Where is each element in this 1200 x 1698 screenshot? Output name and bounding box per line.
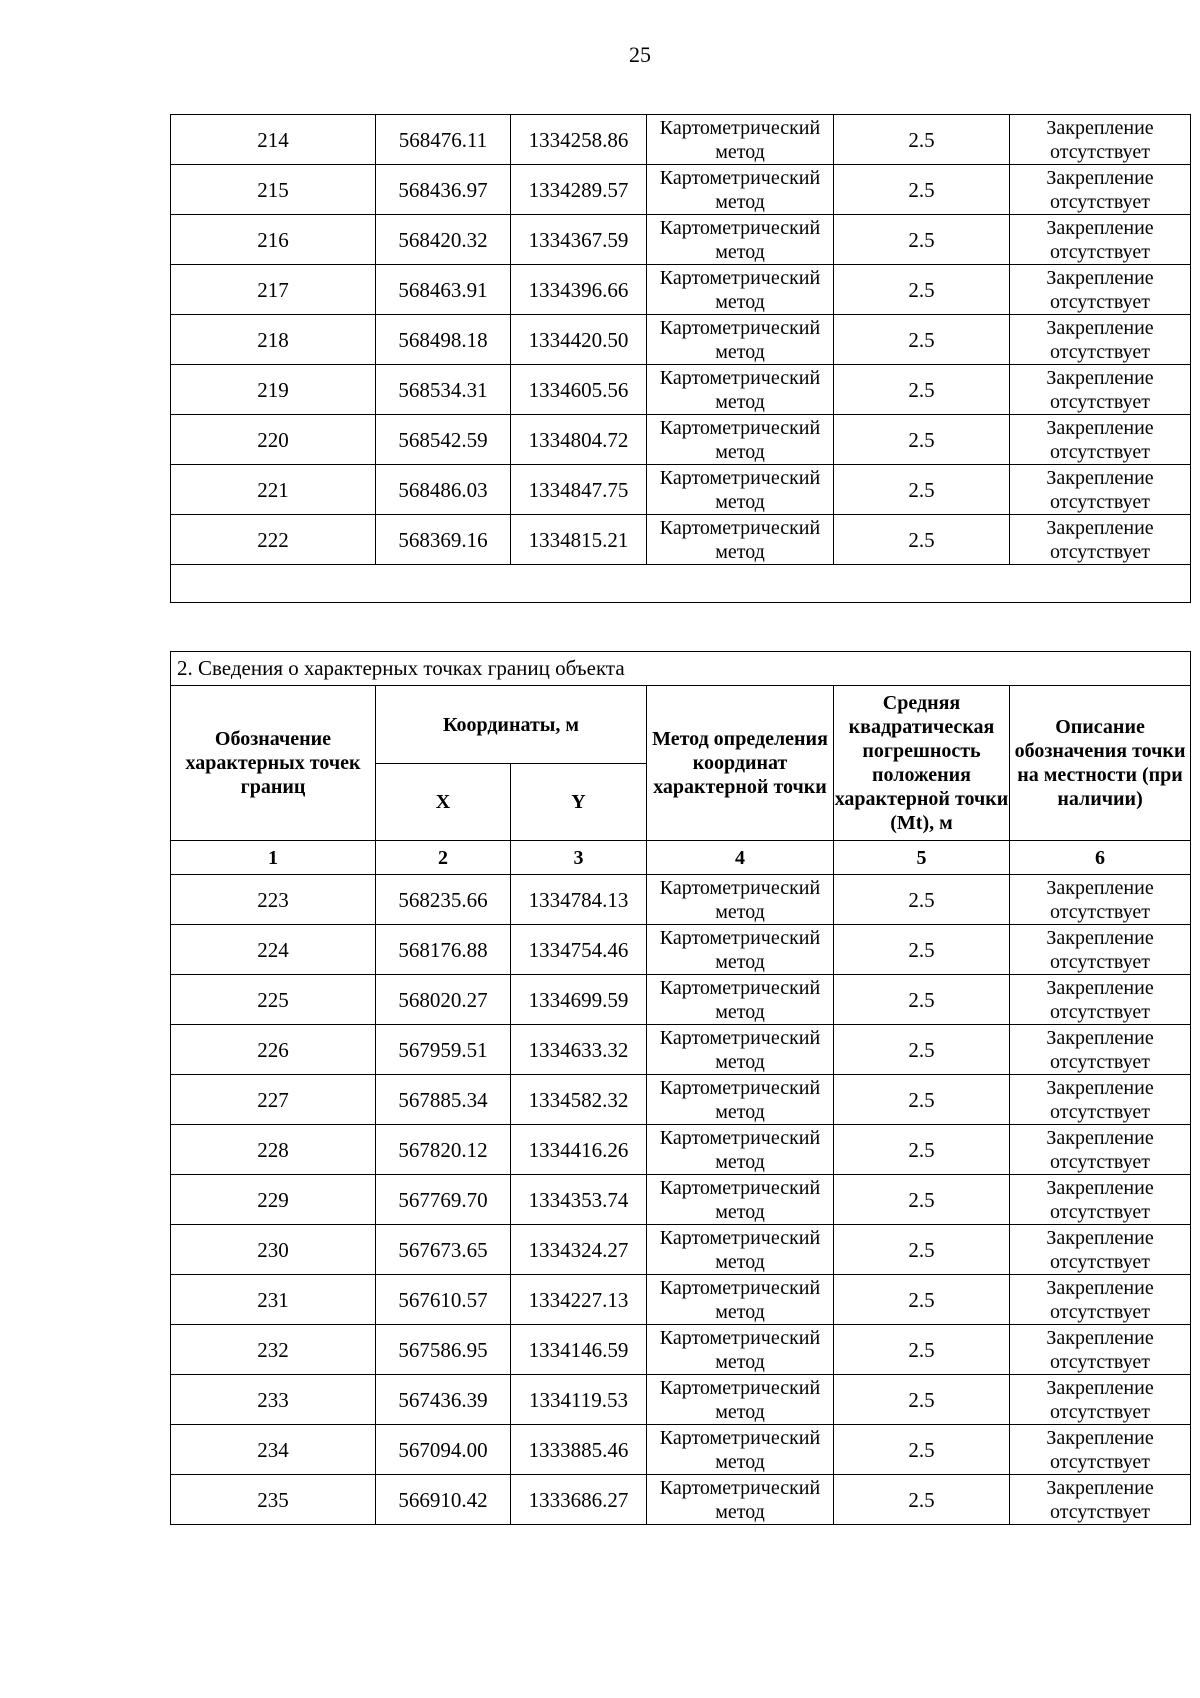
table-row [171, 1075, 1191, 1125]
header-method: Метод определения координат характерной точки [647, 686, 834, 841]
column-number: 3 [511, 841, 647, 875]
description-cell: Закрепление отсутствует [1010, 1275, 1191, 1325]
y-coordinate-cell: 1334582.32 [511, 1075, 647, 1125]
table-row [171, 515, 1191, 565]
table-caption: 2. Сведения о характерных точках границ объекта [171, 652, 1191, 686]
description-cell: Закрепление отсутствует [1010, 1375, 1191, 1425]
error-cell: 2.5 [834, 1025, 1010, 1075]
method-cell: Картометрический метод [647, 1375, 834, 1425]
x-coordinate-cell: 567094.00 [376, 1425, 511, 1475]
method-cell: Картометрический метод [647, 215, 834, 265]
description-cell: Закрепление отсутствует [1010, 265, 1191, 315]
table-row [171, 215, 1191, 265]
point-id-cell: 215 [171, 165, 376, 215]
method-cell: Картометрический метод [647, 1225, 834, 1275]
description-cell: Закрепление отсутствует [1010, 1025, 1191, 1075]
x-coordinate-cell: 568176.88 [376, 925, 511, 975]
point-id-cell: 228 [171, 1125, 376, 1175]
x-coordinate-cell: 568369.16 [376, 515, 511, 565]
method-cell: Картометрический метод [647, 265, 834, 315]
description-cell: Закрепление отсутствует [1010, 1125, 1191, 1175]
column-number: 2 [376, 841, 511, 875]
x-coordinate-cell: 568420.32 [376, 215, 511, 265]
description-cell: Закрепление отсутствует [1010, 465, 1191, 515]
x-coordinate-cell: 568498.18 [376, 315, 511, 365]
method-cell: Картометрический метод [647, 315, 834, 365]
method-cell: Картометрический метод [647, 925, 834, 975]
point-id-cell: 222 [171, 515, 376, 565]
point-id-cell: 229 [171, 1175, 376, 1225]
error-cell: 2.5 [834, 1375, 1010, 1425]
description-cell: Закрепление отсутствует [1010, 415, 1191, 465]
y-coordinate-cell: 1334258.86 [511, 115, 647, 165]
x-coordinate-cell: 567586.95 [376, 1325, 511, 1375]
error-cell: 2.5 [834, 975, 1010, 1025]
table-row [171, 875, 1191, 925]
x-coordinate-cell: 568542.59 [376, 415, 511, 465]
y-coordinate-cell: 1334289.57 [511, 165, 647, 215]
table-row [171, 1375, 1191, 1425]
header-y: Y [511, 764, 647, 841]
point-id-cell: 217 [171, 265, 376, 315]
method-cell: Картометрический метод [647, 1125, 834, 1175]
x-coordinate-cell: 567820.12 [376, 1125, 511, 1175]
method-cell: Картометрический метод [647, 165, 834, 215]
error-cell: 2.5 [834, 925, 1010, 975]
point-id-cell: 224 [171, 925, 376, 975]
table-1-body [171, 115, 1191, 565]
y-coordinate-cell: 1334804.72 [511, 415, 647, 465]
method-cell: Картометрический метод [647, 465, 834, 515]
y-coordinate-cell: 1334416.26 [511, 1125, 647, 1175]
y-coordinate-cell: 1334396.66 [511, 265, 647, 315]
y-coordinate-cell: 1334699.59 [511, 975, 647, 1025]
description-cell: Закрепление отсутствует [1010, 1175, 1191, 1225]
description-cell: Закрепление отсутствует [1010, 1075, 1191, 1125]
method-cell: Картометрический метод [647, 1275, 834, 1325]
x-coordinate-cell: 567769.70 [376, 1175, 511, 1225]
error-cell: 2.5 [834, 1475, 1010, 1525]
y-coordinate-cell: 1334119.53 [511, 1375, 647, 1425]
x-coordinate-cell: 568235.66 [376, 875, 511, 925]
table-row [171, 1425, 1191, 1475]
point-id-cell: 216 [171, 215, 376, 265]
point-id-cell: 219 [171, 365, 376, 415]
description-cell: Закрепление отсутствует [1010, 975, 1191, 1025]
description-cell: Закрепление отсутствует [1010, 515, 1191, 565]
table-row [171, 925, 1191, 975]
header-designation: Обозначение характерных точек границ [171, 686, 376, 841]
y-coordinate-cell: 1334847.75 [511, 465, 647, 515]
error-cell: 2.5 [834, 1425, 1010, 1475]
table-row [171, 415, 1191, 465]
error-cell: 2.5 [834, 1125, 1010, 1175]
column-number: 4 [647, 841, 834, 875]
y-coordinate-cell: 1334146.59 [511, 1325, 647, 1375]
error-cell: 2.5 [834, 1075, 1010, 1125]
point-id-cell: 227 [171, 1075, 376, 1125]
x-coordinate-cell: 567885.34 [376, 1075, 511, 1125]
x-coordinate-cell: 568463.91 [376, 265, 511, 315]
header-coordinates: Координаты, м [376, 686, 647, 764]
column-number: 6 [1010, 841, 1191, 875]
table-2-body [171, 875, 1191, 1525]
point-id-cell: 232 [171, 1325, 376, 1375]
error-cell: 2.5 [834, 415, 1010, 465]
x-coordinate-cell: 567610.57 [376, 1275, 511, 1325]
x-coordinate-cell: 567436.39 [376, 1375, 511, 1425]
description-cell: Закрепление отсутствует [1010, 1475, 1191, 1525]
x-coordinate-cell: 568020.27 [376, 975, 511, 1025]
point-id-cell: 214 [171, 115, 376, 165]
point-id-cell: 230 [171, 1225, 376, 1275]
method-cell: Картометрический метод [647, 1025, 834, 1075]
description-cell: Закрепление отсутствует [1010, 165, 1191, 215]
description-cell: Закрепление отсутствует [1010, 1425, 1191, 1475]
header-error: Средняя квадратическая погрешность положения характерной точки (Mt), м [834, 686, 1010, 841]
y-coordinate-cell: 1334324.27 [511, 1225, 647, 1275]
y-coordinate-cell: 1334754.46 [511, 925, 647, 975]
table-row [171, 1025, 1191, 1075]
description-cell: Закрепление отсутствует [1010, 1225, 1191, 1275]
table-row [171, 1325, 1191, 1375]
column-number: 5 [834, 841, 1010, 875]
y-coordinate-cell: 1334815.21 [511, 515, 647, 565]
table-row [171, 465, 1191, 515]
coordinates-table-continued [170, 114, 1191, 603]
error-cell: 2.5 [834, 465, 1010, 515]
x-coordinate-cell: 567673.65 [376, 1225, 511, 1275]
error-cell: 2.5 [834, 115, 1010, 165]
method-cell: Картометрический метод [647, 1075, 834, 1125]
method-cell: Картометрический метод [647, 515, 834, 565]
x-coordinate-cell: 568486.03 [376, 465, 511, 515]
table-row [171, 265, 1191, 315]
y-coordinate-cell: 1333885.46 [511, 1425, 647, 1475]
method-cell: Картометрический метод [647, 1325, 834, 1375]
y-coordinate-cell: 1334367.59 [511, 215, 647, 265]
table-row [171, 165, 1191, 215]
point-id-cell: 235 [171, 1475, 376, 1525]
y-coordinate-cell: 1334784.13 [511, 875, 647, 925]
table-row [171, 1475, 1191, 1525]
table-row [171, 1125, 1191, 1175]
table-row [171, 365, 1191, 415]
error-cell: 2.5 [834, 315, 1010, 365]
method-cell: Картометрический метод [647, 1475, 834, 1525]
point-id-cell: 233 [171, 1375, 376, 1425]
description-cell: Закрепление отсутствует [1010, 875, 1191, 925]
y-coordinate-cell: 1334353.74 [511, 1175, 647, 1225]
point-id-cell: 223 [171, 875, 376, 925]
point-id-cell: 226 [171, 1025, 376, 1075]
table-row [171, 1175, 1191, 1225]
point-id-cell: 225 [171, 975, 376, 1025]
x-coordinate-cell: 568534.31 [376, 365, 511, 415]
table-row [171, 115, 1191, 165]
x-coordinate-cell: 566910.42 [376, 1475, 511, 1525]
table-row [171, 1275, 1191, 1325]
method-cell: Картометрический метод [647, 1175, 834, 1225]
boundary-points-table [170, 651, 1191, 1525]
error-cell: 2.5 [834, 165, 1010, 215]
method-cell: Картометрический метод [647, 365, 834, 415]
point-id-cell: 234 [171, 1425, 376, 1475]
method-cell: Картометрический метод [647, 115, 834, 165]
method-cell: Картометрический метод [647, 1425, 834, 1475]
description-cell: Закрепление отсутствует [1010, 215, 1191, 265]
description-cell: Закрепление отсутствует [1010, 925, 1191, 975]
error-cell: 2.5 [834, 1275, 1010, 1325]
method-cell: Картометрический метод [647, 875, 834, 925]
error-cell: 2.5 [834, 1225, 1010, 1275]
method-cell: Картометрический метод [647, 975, 834, 1025]
page-number: 25 [629, 42, 651, 67]
error-cell: 2.5 [834, 365, 1010, 415]
error-cell: 2.5 [834, 1325, 1010, 1375]
table-row [171, 975, 1191, 1025]
error-cell: 2.5 [834, 265, 1010, 315]
error-cell: 2.5 [834, 215, 1010, 265]
point-id-cell: 231 [171, 1275, 376, 1325]
table-row [171, 1225, 1191, 1275]
table-1-empty-row [171, 565, 1191, 603]
header-x: X [376, 764, 511, 841]
description-cell: Закрепление отсутствует [1010, 1325, 1191, 1375]
y-coordinate-cell: 1334605.56 [511, 365, 647, 415]
description-cell: Закрепление отсутствует [1010, 365, 1191, 415]
point-id-cell: 220 [171, 415, 376, 465]
header-description: Описание обозначения точки на местности (при наличии) [1010, 686, 1191, 841]
x-coordinate-cell: 568436.97 [376, 165, 511, 215]
point-id-cell: 218 [171, 315, 376, 365]
y-coordinate-cell: 1334420.50 [511, 315, 647, 365]
table-row [171, 315, 1191, 365]
column-number: 1 [171, 841, 376, 875]
y-coordinate-cell: 1333686.27 [511, 1475, 647, 1525]
error-cell: 2.5 [834, 515, 1010, 565]
y-coordinate-cell: 1334227.13 [511, 1275, 647, 1325]
description-cell: Закрепление отсутствует [1010, 315, 1191, 365]
error-cell: 2.5 [834, 875, 1010, 925]
x-coordinate-cell: 568476.11 [376, 115, 511, 165]
point-id-cell: 221 [171, 465, 376, 515]
x-coordinate-cell: 567959.51 [376, 1025, 511, 1075]
empty-cell [171, 565, 1191, 603]
method-cell: Картометрический метод [647, 415, 834, 465]
error-cell: 2.5 [834, 1175, 1010, 1225]
y-coordinate-cell: 1334633.32 [511, 1025, 647, 1075]
description-cell: Закрепление отсутствует [1010, 115, 1191, 165]
